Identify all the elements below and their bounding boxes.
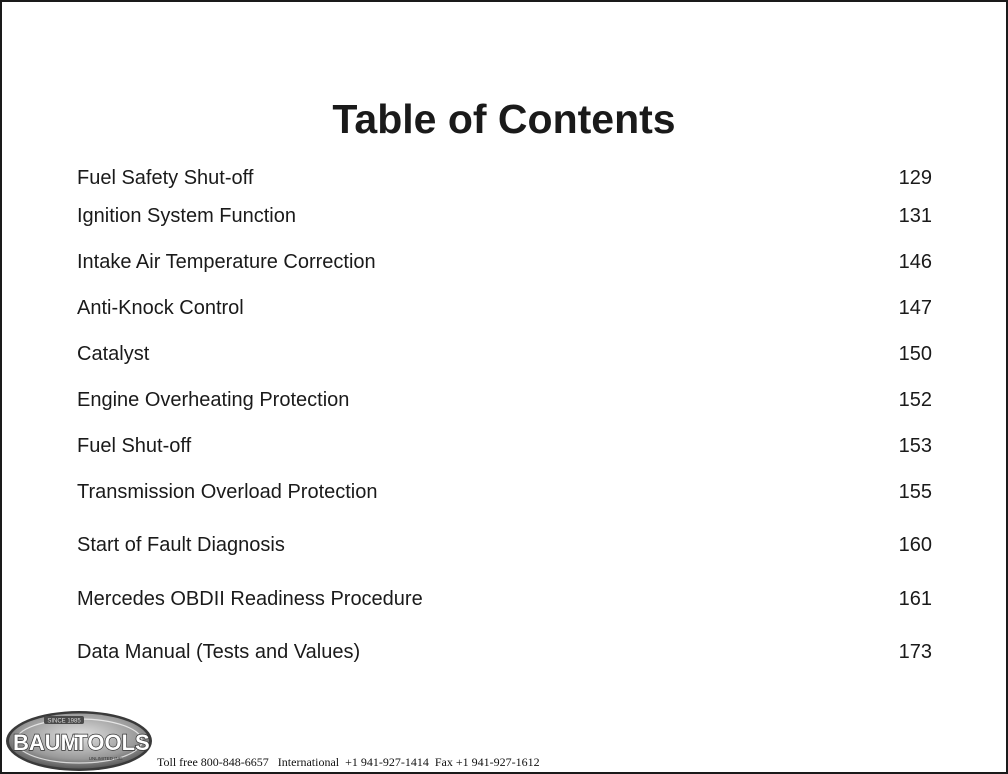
toc-entry bbox=[77, 478, 932, 506]
toc-entry bbox=[77, 202, 932, 230]
toc-entry-label: Transmission Overload Protection bbox=[77, 481, 378, 503]
svg-text:SINCE 1985: SINCE 1985 bbox=[47, 718, 81, 725]
toc-entry-label: Anti-Knock Control bbox=[77, 297, 244, 319]
toc-entry-label: Intake Air Temperature Correction bbox=[77, 251, 376, 273]
toc-entry-page: 173 bbox=[898, 641, 932, 663]
toc-entry bbox=[77, 340, 932, 368]
toc-entry bbox=[77, 585, 932, 613]
page-title: Table of Contents bbox=[332, 96, 676, 142]
toc-entry-page: 155 bbox=[898, 481, 932, 503]
toc-entry-page: 152 bbox=[898, 389, 932, 411]
toc-entry-page: 160 bbox=[898, 534, 932, 556]
toc-entry-label: Mercedes OBDII Readiness Procedure bbox=[77, 588, 423, 610]
toc-entry-label: Fuel Safety Shut-off bbox=[77, 167, 254, 189]
toc-entry-label: Ignition System Function bbox=[77, 205, 296, 227]
baum-tools-logo bbox=[4, 708, 154, 772]
toc-entry bbox=[77, 164, 932, 192]
toc-entry-label: Catalyst bbox=[77, 343, 150, 365]
contact-info: Toll free 800-848-6657 International +1 941-927-1414 Fax +1 941-927-1612 bbox=[157, 755, 540, 769]
toc-entry bbox=[77, 638, 932, 666]
toc-entry bbox=[77, 386, 932, 414]
toc-entry bbox=[77, 248, 932, 276]
toc-entry bbox=[77, 432, 932, 460]
toc-entry-label: Data Manual (Tests and Values) bbox=[77, 641, 361, 663]
toc-entry bbox=[77, 294, 932, 322]
toc-entry bbox=[77, 531, 932, 559]
svg-text:UNLIMITED INC.: UNLIMITED INC. bbox=[88, 756, 124, 761]
toc-entry-label: Engine Overheating Protection bbox=[77, 389, 350, 411]
toc-entry-page: 147 bbox=[898, 297, 932, 319]
page-footer bbox=[2, 708, 1006, 772]
toc-entry-label: Fuel Shut-off bbox=[77, 435, 192, 457]
toc-entry-page: 161 bbox=[898, 588, 932, 610]
toc-entry-page: 153 bbox=[898, 435, 932, 457]
svg-text:TOOLS: TOOLS bbox=[74, 730, 150, 755]
toc-entry-label: Start of Fault Diagnosis bbox=[77, 534, 285, 556]
toc-entry-page: 146 bbox=[898, 251, 932, 273]
toc-entry-page: 129 bbox=[898, 167, 932, 189]
svg-text:BAUM: BAUM bbox=[13, 730, 79, 755]
toc-entry-page: 150 bbox=[898, 343, 932, 365]
toc-entry-page: 131 bbox=[898, 205, 932, 227]
